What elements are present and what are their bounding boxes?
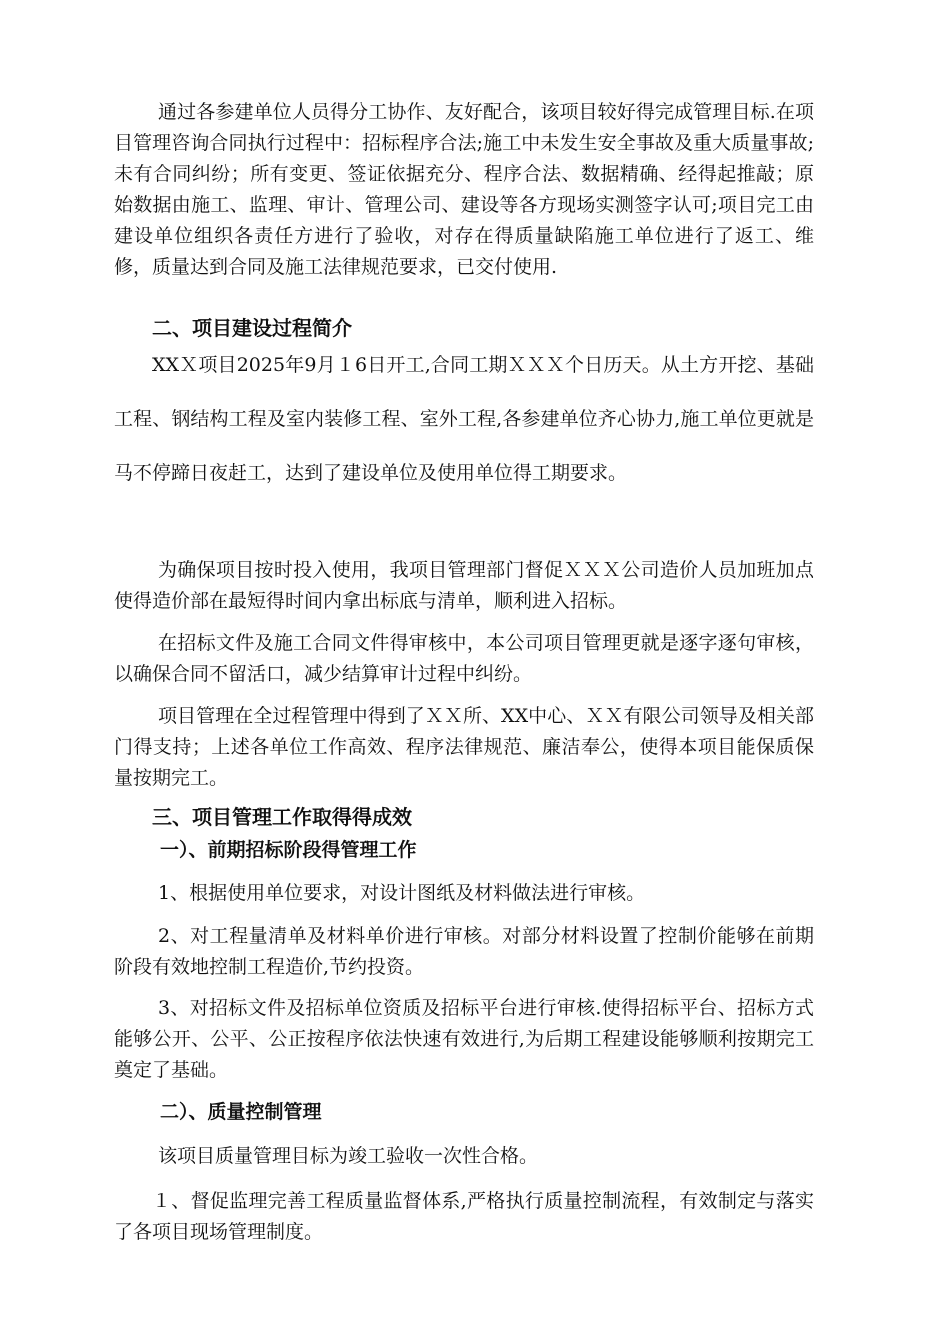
list-item-design-review: 1、根据使用单位要求，对设计图纸及材料做法进行审核。 [158, 882, 646, 904]
paragraph-project-summary: 通过各参建单位人员得分工协作、友好配合，该项目较好得完成管理目标.在项目管理咨询合同执行过程中：招标程序合法;施工中未发生安全事故及重大质量事故;未有合同纠纷；所有变更、签证依据充分、程序合法、数据精确、经得起推敲；原始数据由施工、监理、审计、管理公司、建设等各方现场实测签字认可;项目完工由建设单位组织各责任方进行了验收，对存在得质量缺陷施工单位进行了返工、维修，质量达到合同及施工法律规范要求，已交付使用. [114, 101, 814, 278]
paragraph-contract-review: 在招标文件及施工合同文件得审核中，本公司项目管理更就是逐字逐句审核，以确保合同不留活口，减少结算审计过程中纠纷。 [114, 632, 814, 685]
paragraph-support: 项目管理在全过程管理中得到了ＸＸ所、XX中心、ＸＸ有限公司领导及相关部门得支持；上述各单位工作高效、程序法律规范、廉洁奉公，使得本项目能保质保量按期完工。 [114, 705, 814, 789]
list-item-bidding-review: 3、对招标文件及招标单位资质及招标平台进行审核.使得招标平台、招标方式能够公开、公平、公正按程序依法快速有效进行,为后期工程建设能够顺利按期完工奠定了基础。 [114, 997, 814, 1081]
paragraph-schedule: XXＸ项目2025年9月１6日开工,合同工期ＸＸＸ个日历天。从土方开挖、基础工程、钢结构工程及室内装修工程、室外工程,各参建单位齐心协力,施工单位更就是马不停蹄日夜赶工，达到了建设单位及使用单位得工期要求。 [114, 354, 814, 484]
section-heading-construction-process: 二、项目建设过程简介 [152, 316, 352, 340]
subsection-heading-bidding: 一）、前期招标阶段得管理工作 [160, 839, 417, 861]
section-heading-achievements: 三、项目管理工作取得得成效 [152, 805, 412, 829]
subsection-heading-quality: 二）、质量控制管理 [160, 1101, 322, 1123]
list-item-quality-supervision: １、督促监理完善工程质量监督体系,严格执行质量控制流程，有效制定与落实了各项目现场管理制度。 [114, 1190, 814, 1243]
paragraph-quality-goal: 该项目质量管理目标为竣工验收一次性合格。 [158, 1145, 539, 1167]
list-item-quantity-review: 2、对工程量清单及材料单价进行审核。对部分材料设置了控制价能够在前期阶段有效地控制工程造价,节约投资。 [114, 925, 814, 978]
paragraph-cost-preparation: 为确保项目按时投入使用，我项目管理部门督促ＸＸＸ公司造价人员加班加点使得造价部在最短得时间内拿出标底与清单，顺利进入招标。 [114, 559, 814, 612]
